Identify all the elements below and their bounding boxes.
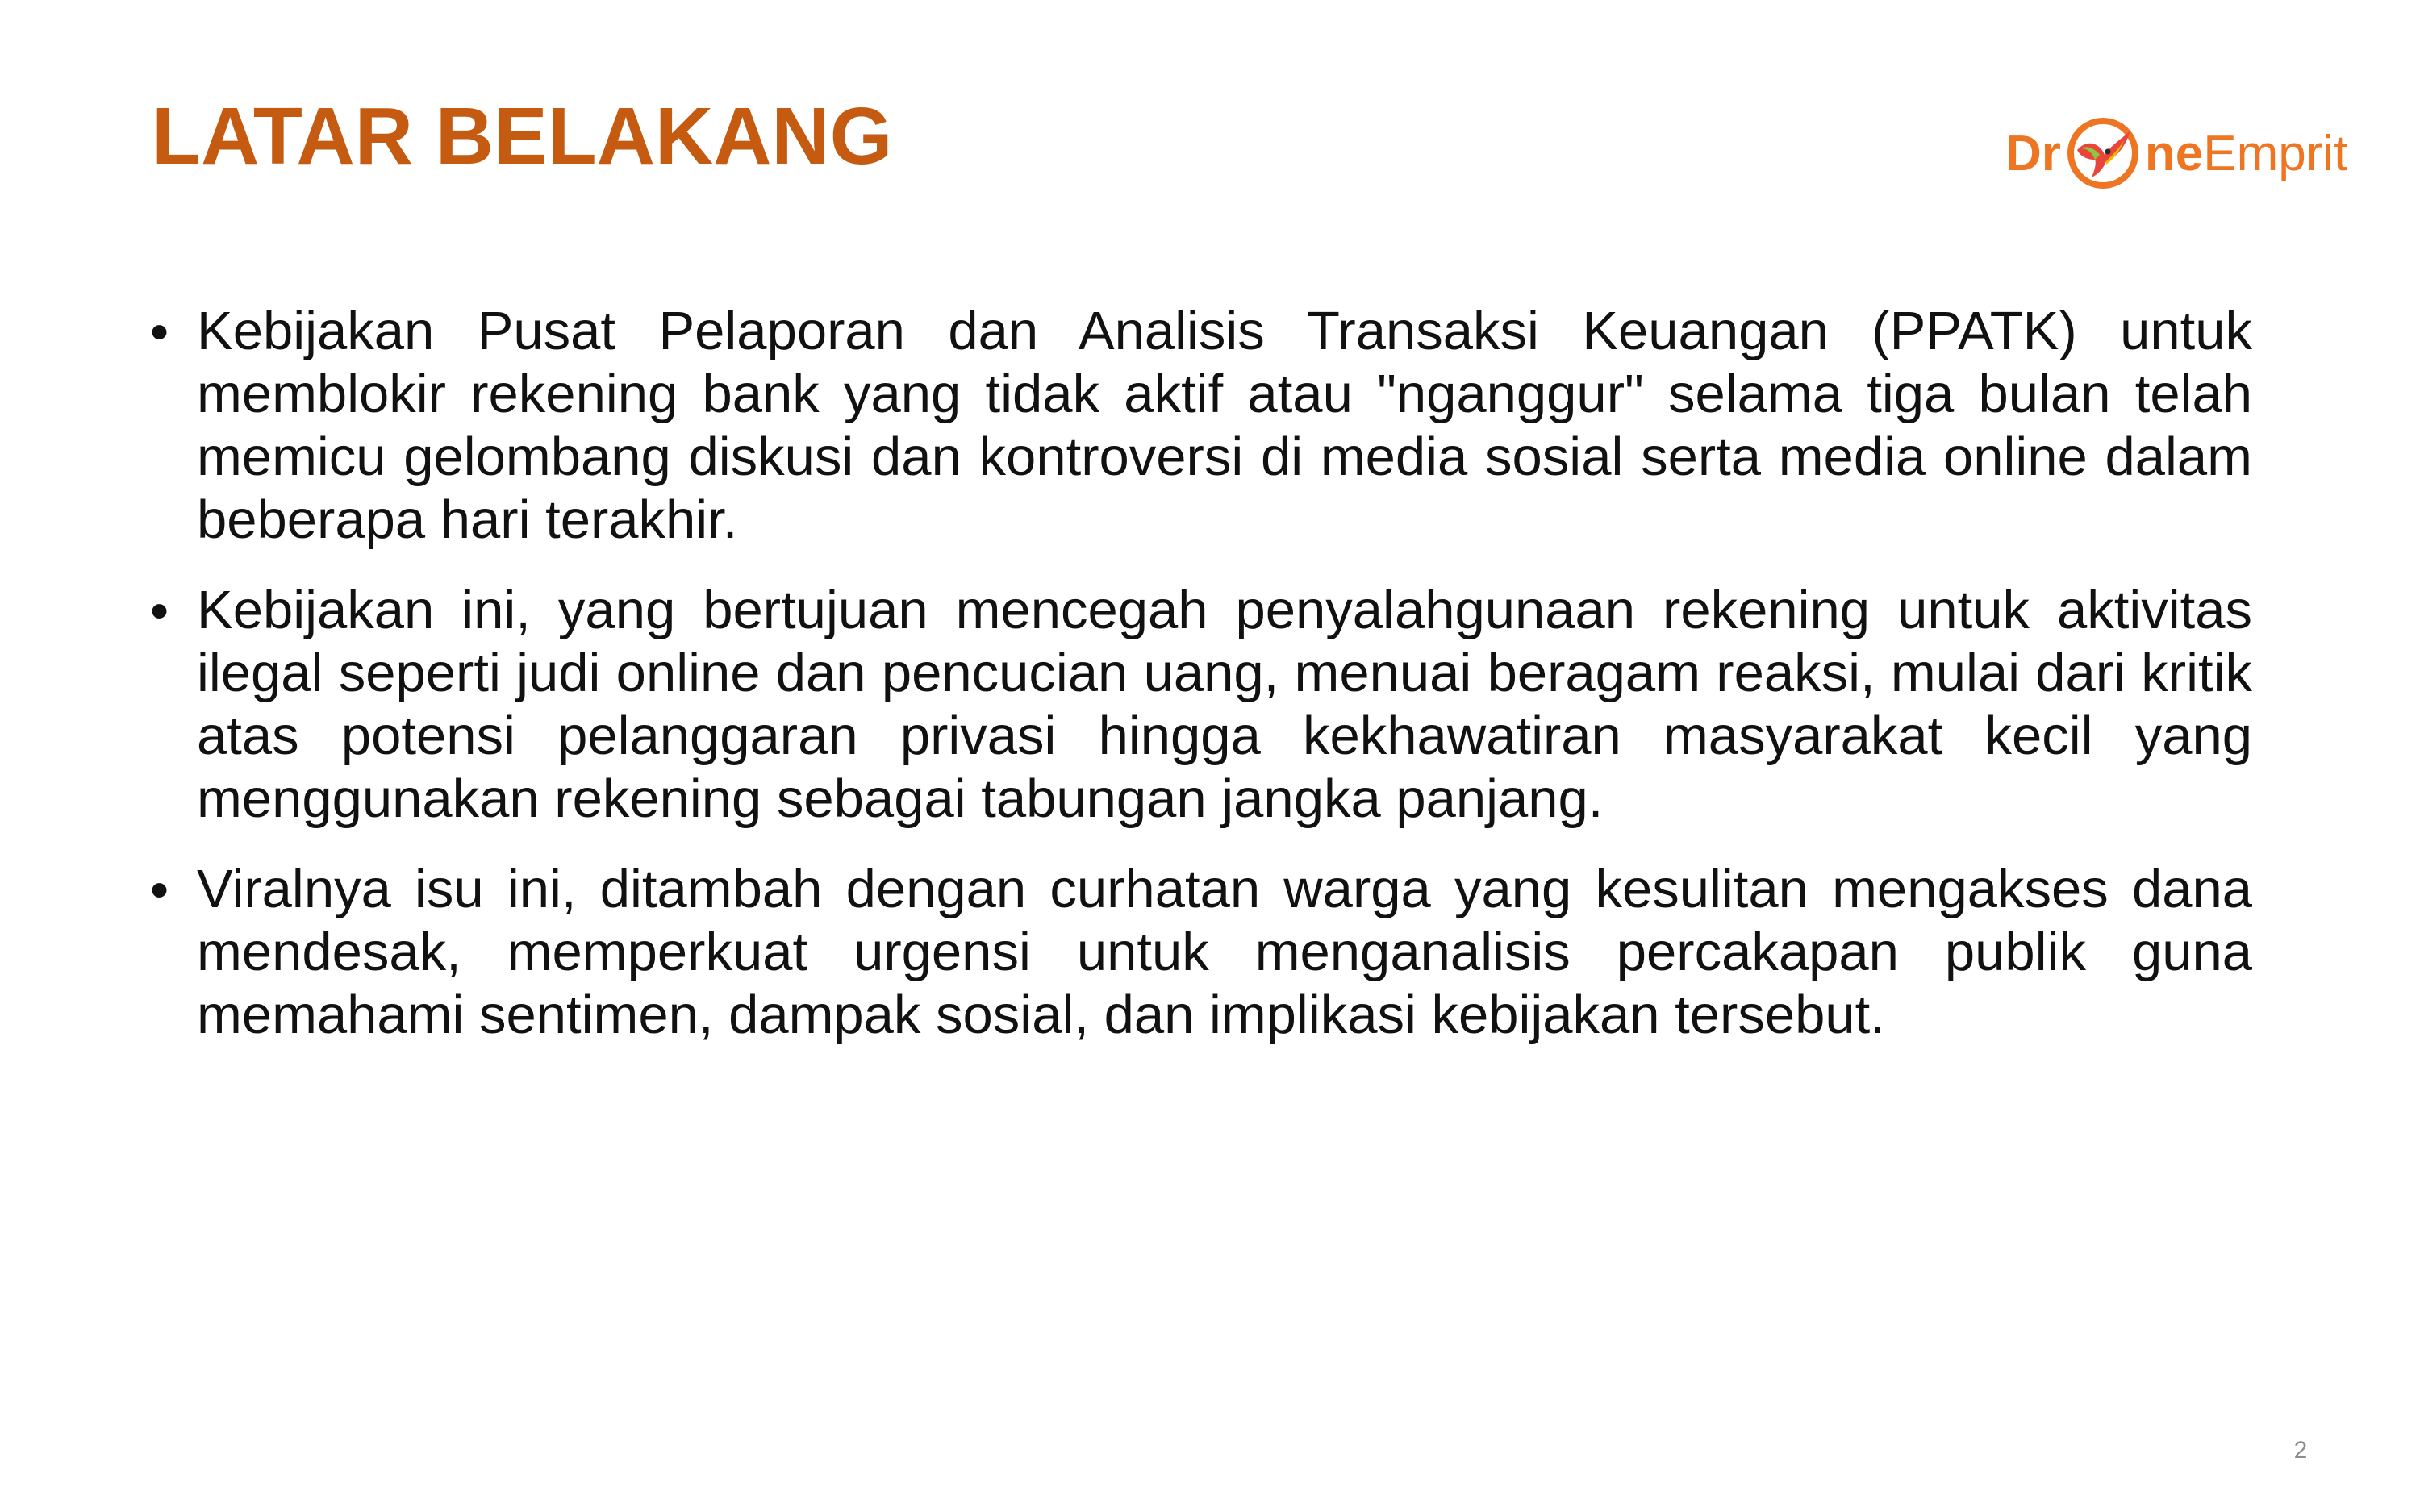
bullet-text: Viralnya isu ini, ditambah dengan curhatan warga yang kesulitan mengakses dana mendesak, memperkuat urgensi untuk menganalisis percakapan publik guna memahami sentimen, dampak sosial, dan implikasi kebijakan tersebut. (197, 859, 2252, 1045)
logo-text-part1: Dr (2005, 125, 2061, 181)
drone-bird-in-circle-icon (2063, 113, 2143, 194)
bullet-list (150, 300, 2252, 1074)
bullet-item (150, 858, 2252, 1047)
slide-title: LATAR BELAKANG (152, 91, 893, 181)
page-number: 2 (2293, 1437, 2308, 1464)
bullet-dot-icon: • (150, 581, 169, 640)
bullet-dot-icon: • (150, 860, 169, 919)
bullet-text: Kebijakan ini, yang bertujuan mencegah penyalahgunaan rekening untuk aktivitas ilegal seperti judi online dan pencucian uang, menuai beragam reaksi, mulai dari kritik atas potensi pelanggaran privasi hingga kekhawatiran masyarakat kecil yang menggunakan rekening sebagai tabungan jangka panjang. (197, 580, 2252, 829)
logo-text-part2: ne (2144, 125, 2204, 181)
logo-text-part3: Emprit (2203, 125, 2348, 181)
bullet-item (150, 579, 2252, 831)
bullet-item (150, 300, 2252, 552)
drone-emprit-logo (2005, 105, 2347, 202)
bullet-dot-icon: • (150, 302, 169, 361)
bullet-text: Kebijakan Pusat Pelaporan dan Analisis Transaksi Keuangan (PPATK) untuk memblokir rekening bank yang tidak aktif atau "nganggur" selama tiga bulan telah memicu gelombang diskusi dan kontroversi di media sosial serta media online dalam beberapa hari terakhir. (197, 301, 2252, 550)
